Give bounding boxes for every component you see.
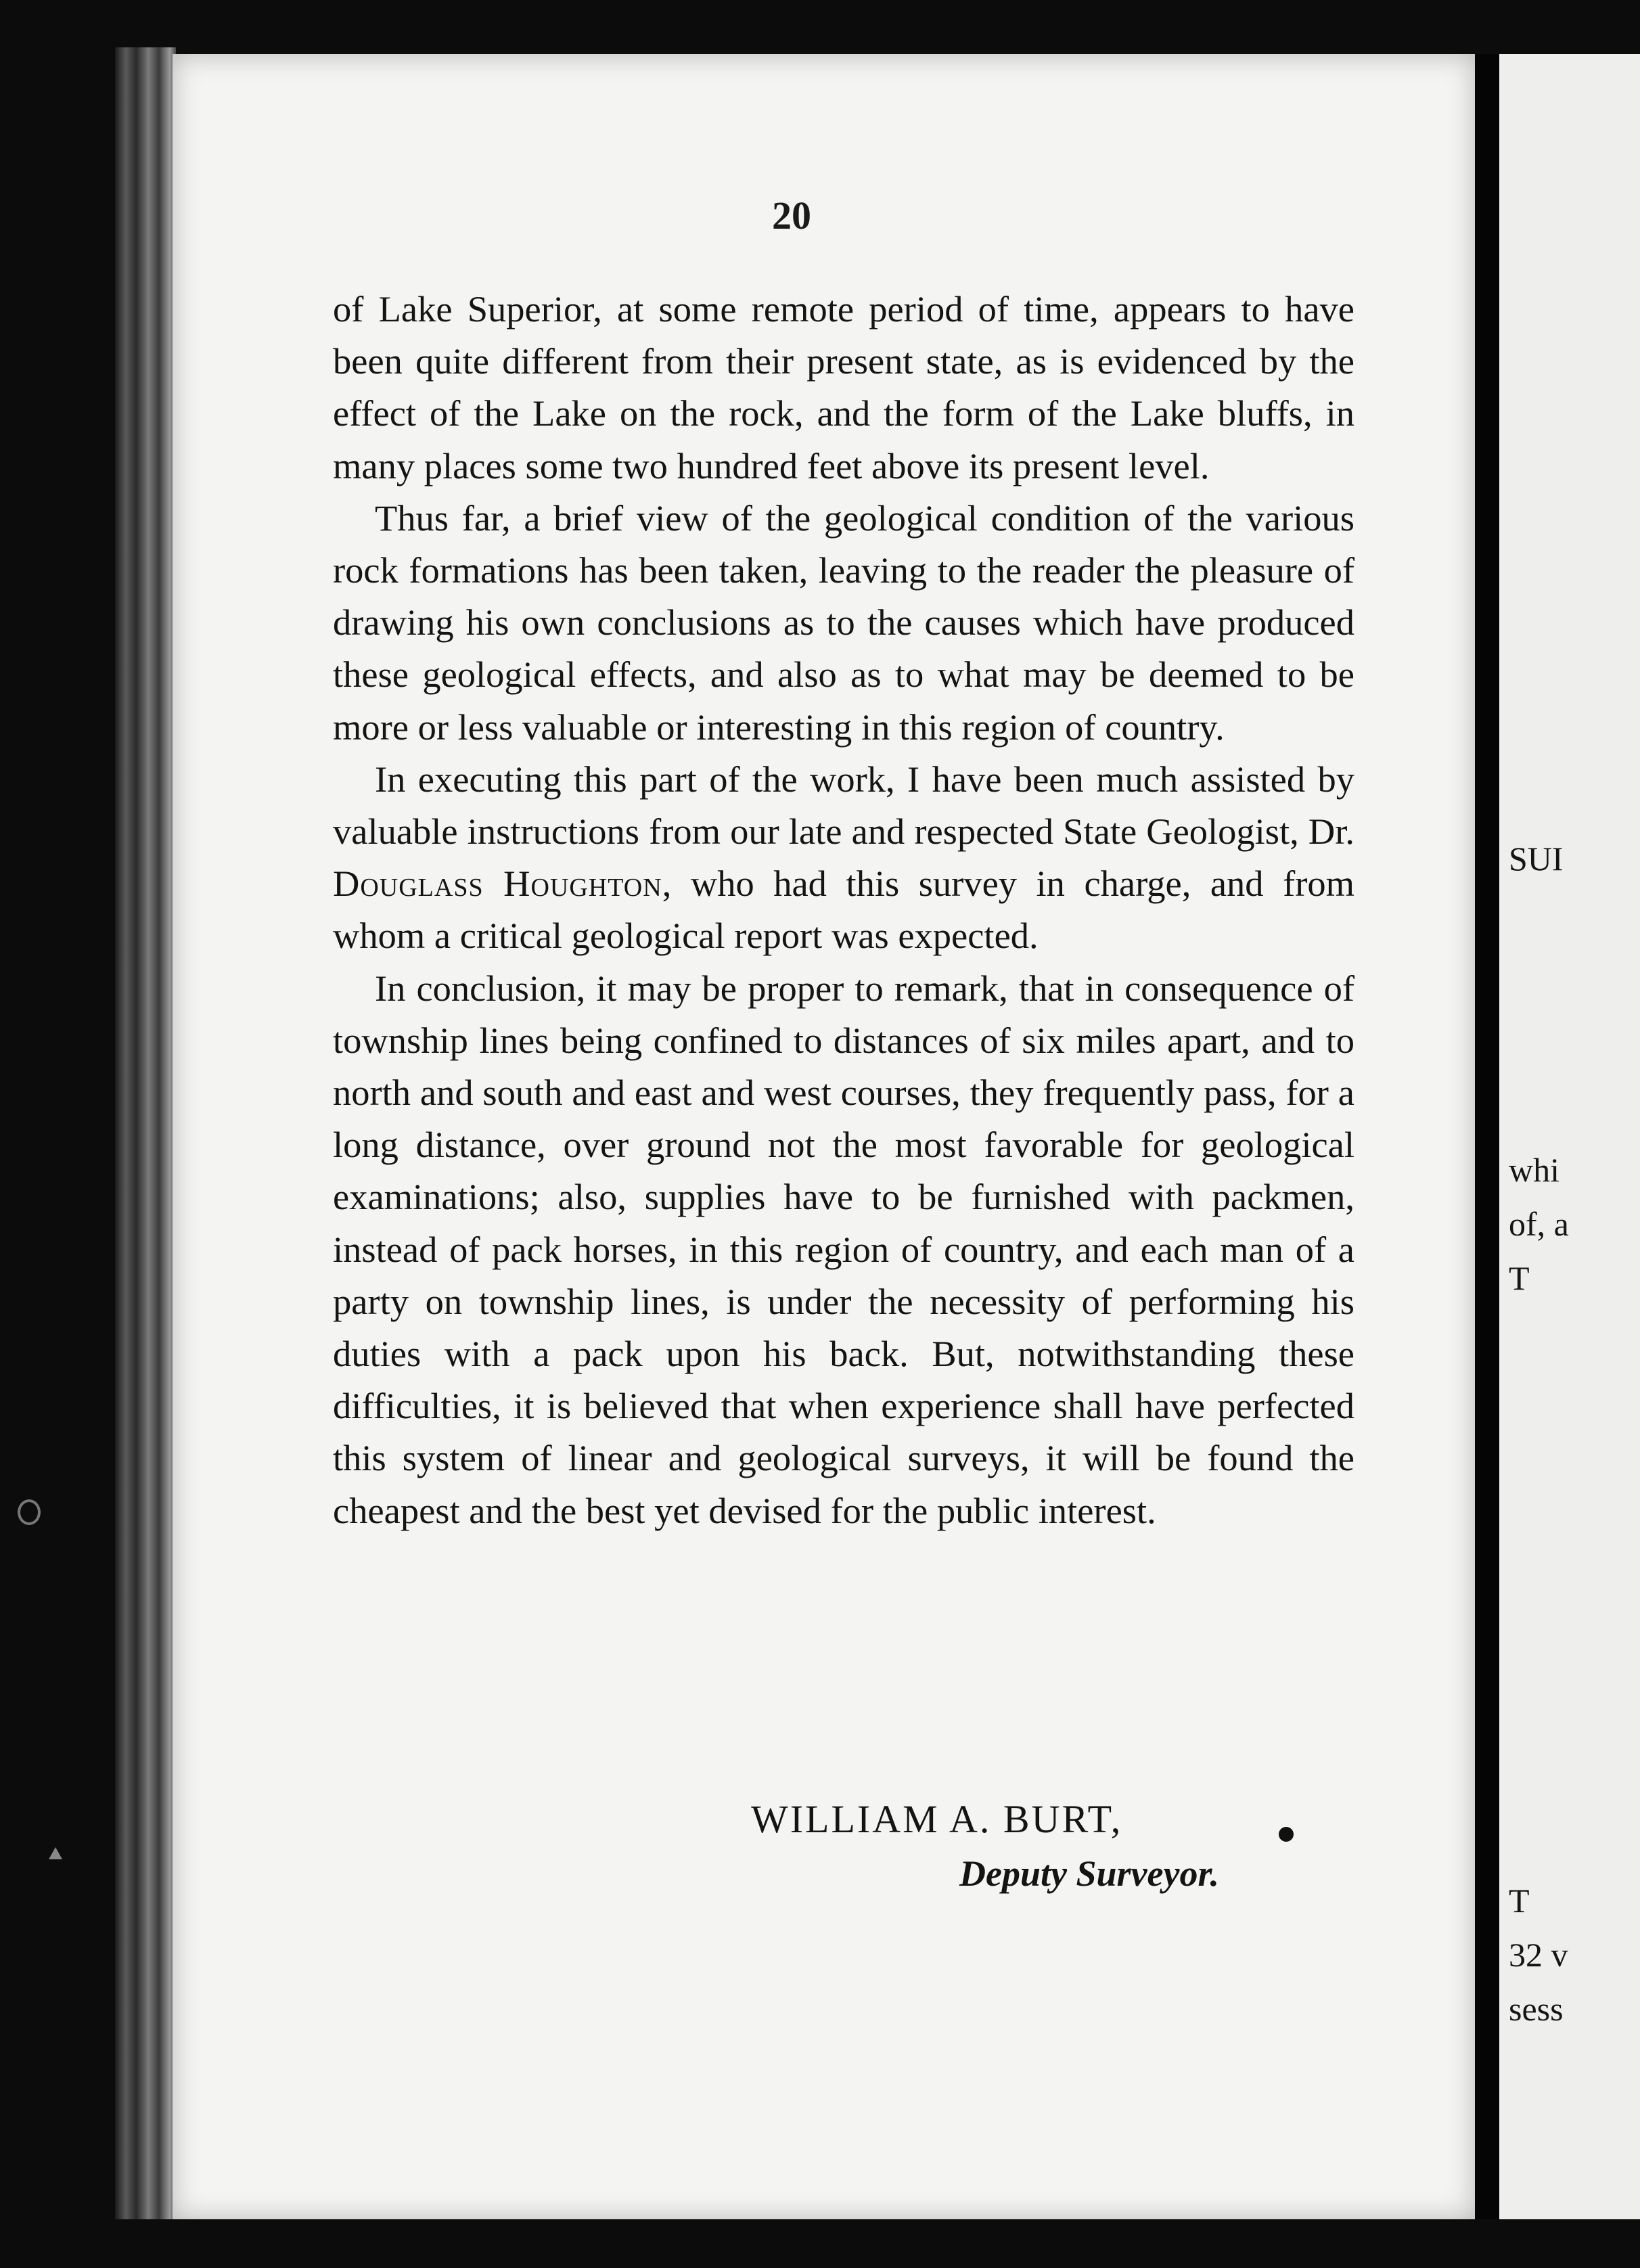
acknowledgement-text-end: , who had this survey in charge, and from whom a critical geological report was expected. bbox=[333, 863, 1355, 957]
adjacent-fragment: 32 v bbox=[1509, 1936, 1568, 1974]
paragraph-geological-view: Thus far, a brief view of the geological condition of the various rock formations has been taken, leaving to the reader the pleasure of drawing his own conclusions as to the causes which have produced these geological effects, and also as to what may be deemed to be more or less valuable or interesting in this region of country. bbox=[333, 497, 1354, 748]
adjacent-fragment: of, a bbox=[1509, 1205, 1569, 1243]
page-number: 20 bbox=[772, 194, 811, 237]
adjacent-fragment: T bbox=[1509, 1882, 1530, 1920]
book-spine bbox=[115, 47, 176, 2219]
adjacent-fragment: whi bbox=[1509, 1151, 1559, 1189]
ink-dot bbox=[1279, 1827, 1294, 1842]
paragraph-continuation: of Lake Superior, at some remote period of time, appears to have been quite different from their present state, as is evidenced by the effect of the Lake on the rock, and the form of the Lake bluffs, in many places some two hundred feet above its present level. bbox=[333, 288, 1354, 486]
paragraph-conclusion: In conclusion, it may be proper to remark, that in consequence of township lines being confined to distances of six miles apart, and to north and south and east and west courses, they frequently pass, for a long distance, over ground not the most favorable for geological examinations; also, supplies have to be furnished with packmen, instead of pack horses, in this region of country, and each man of a party on township lines, is under the necessity of performing his duties with a pack upon his back. But, notwithstanding these difficulties, it is believed that when experience shall have perfected this system of linear and geological surveys, it will be found the cheapest and the best yet devised for the public interest. bbox=[333, 967, 1354, 1531]
signature-title: Deputy Surveyor. bbox=[959, 1853, 1219, 1894]
page-gutter bbox=[1475, 54, 1499, 2219]
margin-mark-icon bbox=[18, 1499, 41, 1525]
signature-name: WILLIAM A. BURT, bbox=[751, 1797, 1123, 1841]
adjacent-page-edge bbox=[1499, 54, 1640, 2219]
paragraph-acknowledgement bbox=[333, 753, 1354, 962]
acknowledgement-text-start: In executing this part of the work, I have been much assisted by valuable instructions from our late and respected State Geologist, Dr. bbox=[333, 758, 1354, 853]
adjacent-fragment: sess bbox=[1509, 1990, 1564, 2028]
adjacent-fragment: SUI bbox=[1509, 840, 1564, 878]
margin-triangle-icon bbox=[49, 1847, 62, 1859]
adjacent-fragment: T bbox=[1509, 1259, 1530, 1297]
geologist-name: Douglass Houghton bbox=[333, 863, 662, 905]
page-body bbox=[333, 283, 1354, 1537]
